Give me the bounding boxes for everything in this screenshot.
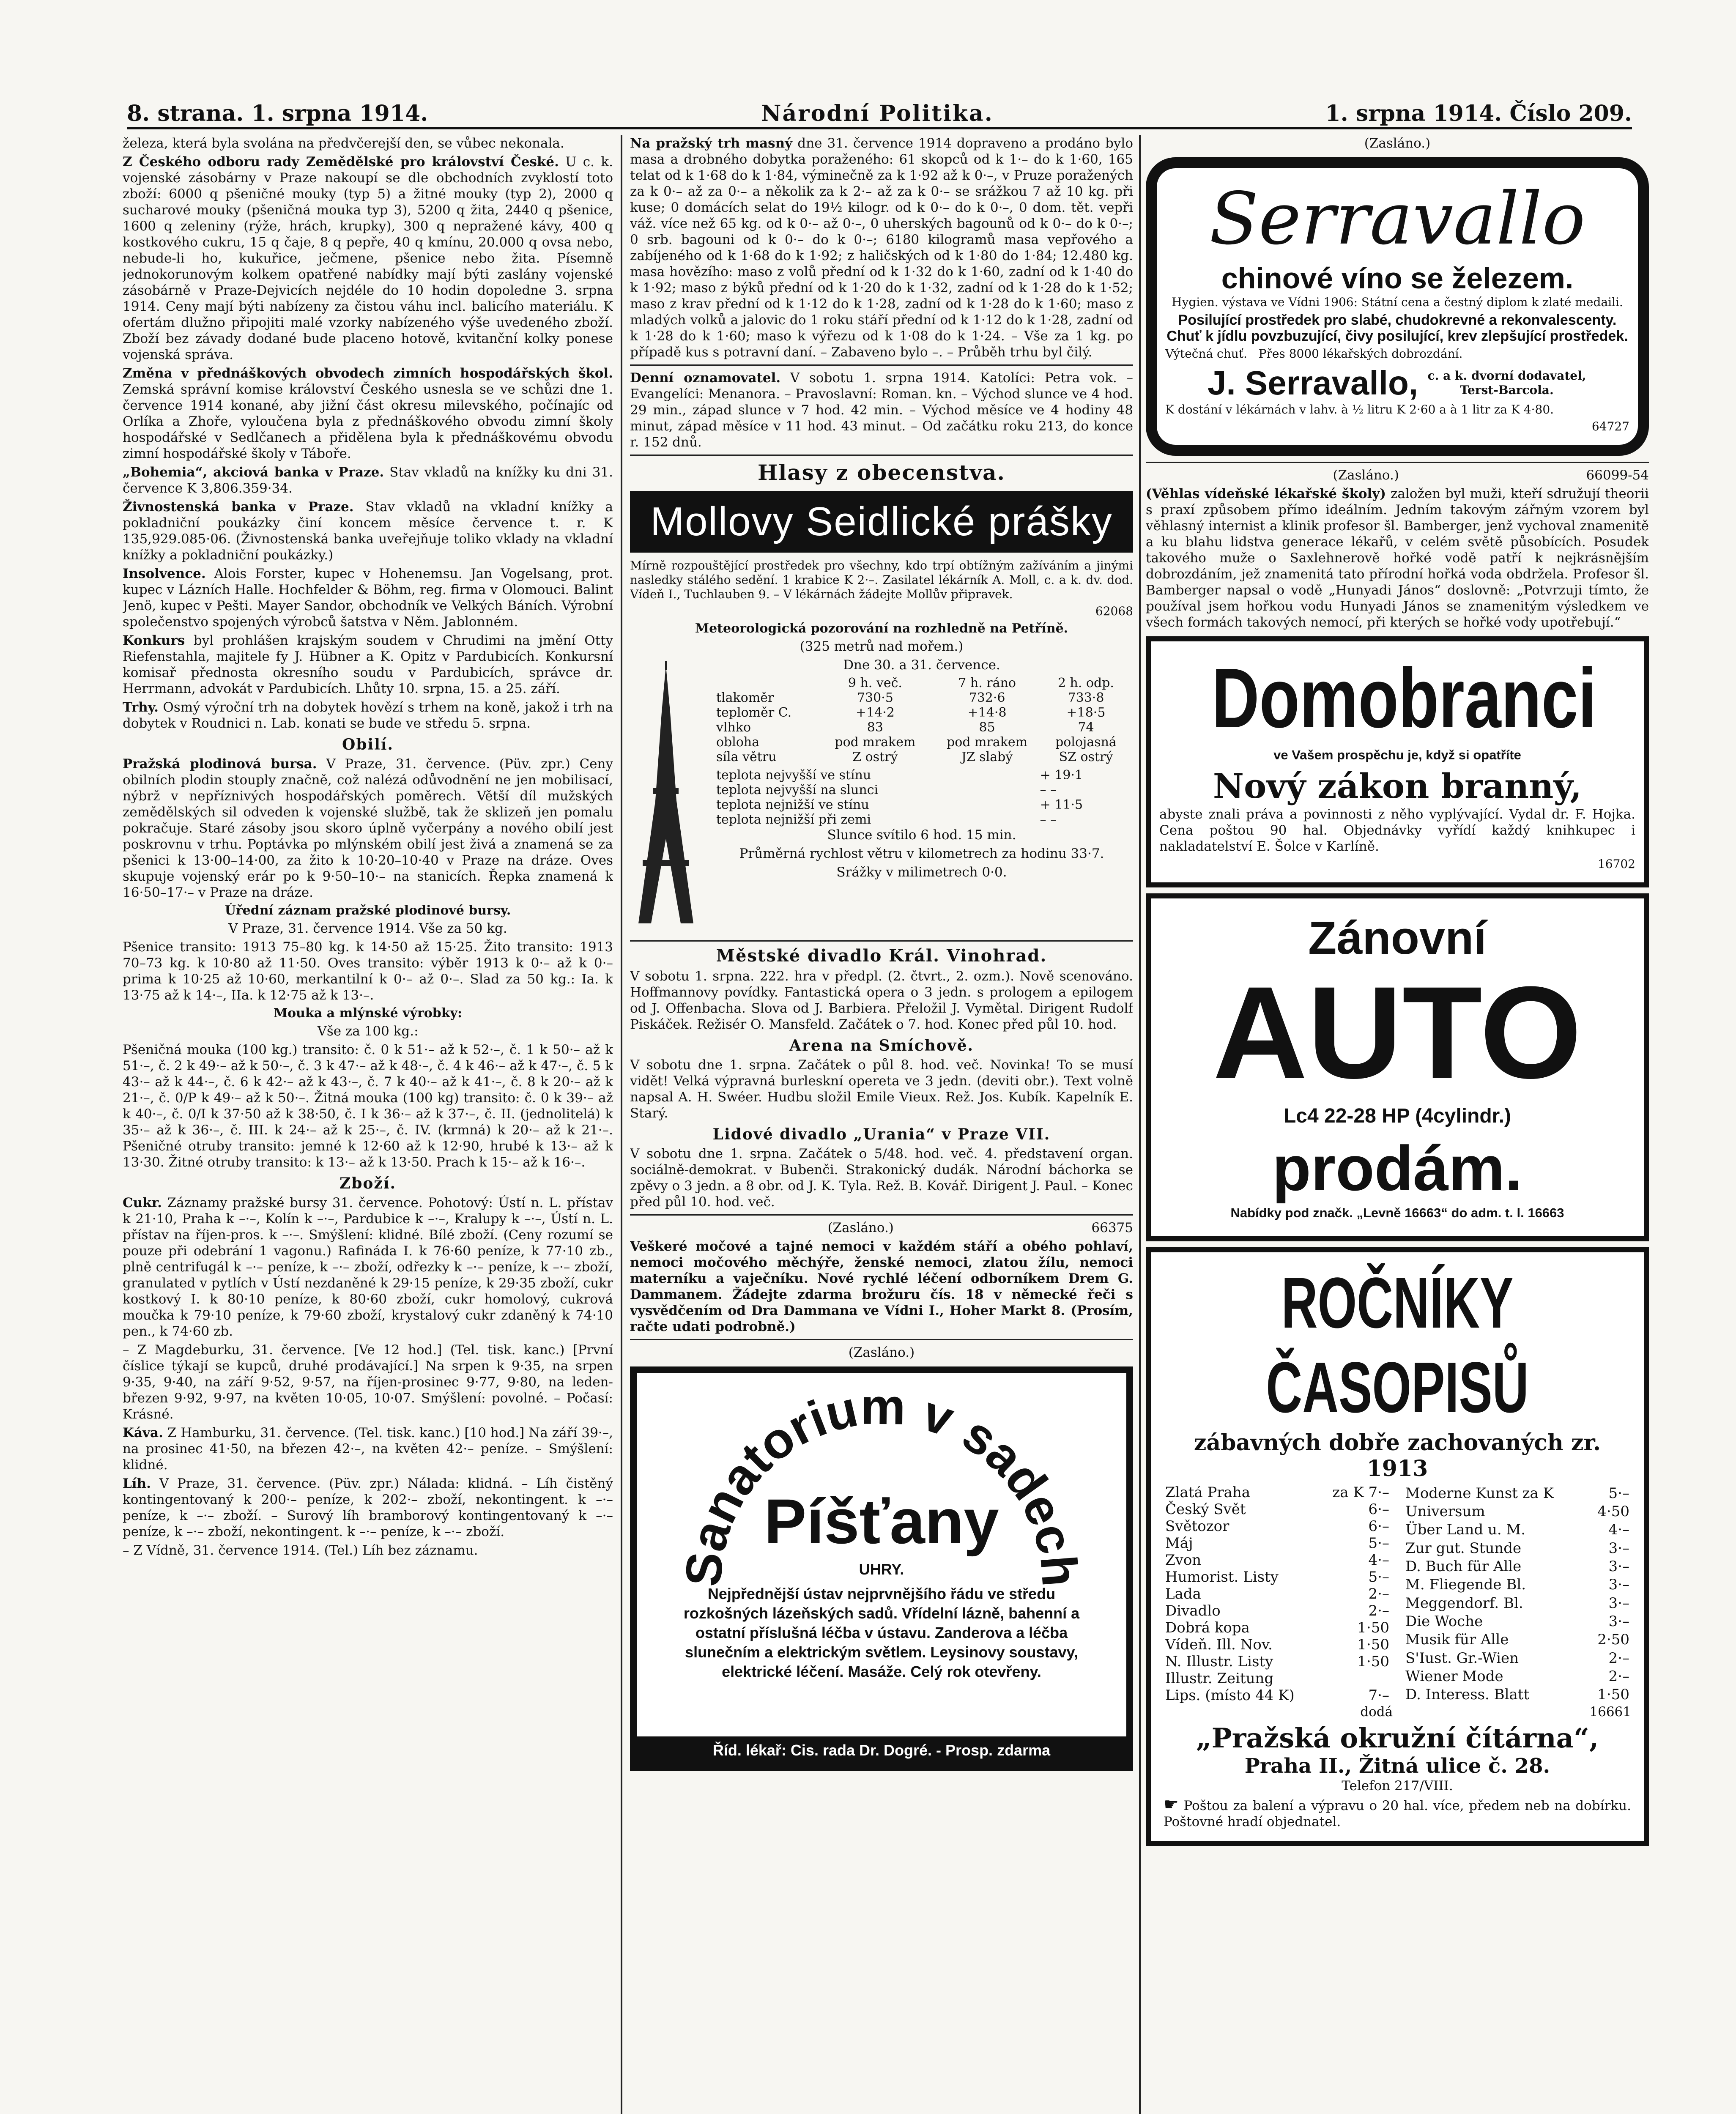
casopisy-postage-text: Poštou za balení a výpravu o 20 hal. více, předem neb na dobírku. Poštovné hradí objednatel. xyxy=(1164,1798,1631,1829)
domobranci-text: abyste znali práva a povinnosti z něho vyplývající. Vydal dr. F. Hojka. Cena poštou 90 hal. Objednávky vyřídí každý knihkupec i nakladatelství E. Šolce v Karlíně. xyxy=(1159,807,1635,854)
moll-ad-title: Mollovy Seidlické prášky xyxy=(650,499,1113,544)
meteo-value: SZ ostrý xyxy=(1059,750,1113,764)
item-price: 4·50 xyxy=(1597,1503,1629,1520)
meteo-row xyxy=(715,797,1129,812)
pointing-hand-icon: ☛ xyxy=(1164,1795,1179,1814)
article-text: V sobotu 1. srpna 1914. Katolíci: Petra vok. – Evangelíci: Menanora. – Pravoslavní: Roman. kn. – Východ slunce ve 4 hod. 29 min., západ slunce v 7 hod. 42 min. – Východ měsíce ve 4 hodiny 48 minut, západ měsíce v 11 hod. 43 minut. – Od začátku roku 213, do konce r. 152 dnů. xyxy=(630,370,1133,450)
article xyxy=(123,699,613,731)
casopisy-supplier-row xyxy=(1164,1704,1631,1720)
casopisy-subtitle: zábavných dobře zachovaných zr. 1913 xyxy=(1194,1430,1601,1481)
item-price xyxy=(1320,1670,1391,1687)
casopisy-list-left xyxy=(1164,1484,1391,1704)
item-name: N. Illustr. Listy xyxy=(1165,1653,1273,1670)
auto-sell: prodám. xyxy=(1272,1133,1522,1204)
meteo-col-header: 2 h. odp. xyxy=(1057,676,1114,690)
section-heading-hlasy: Hlasy z obecenstva. xyxy=(758,460,1005,485)
ad-number: 16661 xyxy=(1589,1704,1631,1720)
ad-number: 66099-54 xyxy=(1586,468,1649,483)
article xyxy=(123,154,613,363)
article-subheading: V Praze, 31. července 1914. Vše za 50 kg. xyxy=(228,921,507,936)
article-text: Stav vkladů na vkladní knížky a pokladniční poukázky činí koncem měsíce července t. r. K 135,929.085·06. (Živnostenská banka uveřejňuje toliko vklady na vkladní knížky a pokladniční poukázky.) xyxy=(123,499,613,563)
item-price: 3·– xyxy=(1608,1576,1629,1594)
item-price: 6·– xyxy=(1368,1518,1389,1535)
header-right: 1. srpna 1914. Číslo 209. xyxy=(1325,101,1632,126)
meteo-value: + 19·1 xyxy=(1040,768,1083,783)
theatre-heading: Arena na Smíchově. xyxy=(789,1037,974,1054)
meteo-value: 733·8 xyxy=(1068,690,1104,705)
serravallo-claim: Posilující prostředek pro slabé, chudokrevné a rekonvalescenty. Chuť k jídlu povzbuzující, čivy posilující, krev zlepšující prostředek. xyxy=(1166,312,1628,344)
column-divider xyxy=(621,135,622,2114)
item-price: 2·– xyxy=(1608,1649,1629,1667)
meteo-value: JZ slabý xyxy=(961,750,1013,764)
meteo-table-wrap xyxy=(715,657,1129,883)
serravallo-brand: Serravallo xyxy=(1209,177,1585,261)
serravallo-maker-info: c. a k. dvorní dodavatel, Terst-Barcola. xyxy=(1427,369,1586,397)
casopisy-title: ROČNÍKY ČASOPISŮ xyxy=(1266,1263,1529,1428)
article-heading: Mouka a mlýnské výrobky: xyxy=(273,1006,463,1021)
divider xyxy=(630,364,1133,366)
column-2 xyxy=(630,135,1133,2114)
article xyxy=(123,1425,613,1473)
article-text: Osmý výroční trh na dobytek hovězí s trhem na koně, jakož i trh na dobytek v Roudnici n. Lab. konati se bude ve středu 5. srpna. xyxy=(123,700,613,731)
item-price: 5·– xyxy=(1608,1484,1629,1502)
list-item xyxy=(1164,1636,1391,1653)
meteo-value: – – xyxy=(1040,783,1057,797)
article-text: Pšeničná mouka (100 kg.) transito: č. 0 k 51·– až k 52·–, č. 1 k 50·– až k 51·–, č. 2 k 49·– až k 50·–, č. 3 k 47·– až k 48·–, č. 4 k 46·– až k 47·–, č. 5 k 43·– až k 44·–, č. 6 k 42·– až k 43·–, č. 7 k 40·– až k 41·–, č. 8 k 20·– až k 21·–, č. 0/P k 49·– až k 50·–. Žitná mouka (100 kg) transito: č. 0 k 39·– až k 40·–, č. 0/I k 37·50 až k 38·50, č. I k 36·– až k 37·–, č. II. (jednolitelá) k 35·– až k 36·–, č. III. k 24·– až k 25·–, č. IV. (krmná) k 20·– až k 21·–. Pšeničné otruby transito: jemné k 12·60 až k 12·90, hrubé k 13·– až k 13·30. Žitné otruby transito: k 13·– až k 13·50. Prach k 15·– až k 16·–. xyxy=(123,1042,613,1170)
casopisy-address: Praha II., Žitná ulice č. 28. xyxy=(1244,1754,1550,1778)
list-item xyxy=(1404,1539,1631,1557)
item-price: 3·– xyxy=(1608,1613,1629,1630)
article-text: U c. k. vojenské zásobárny v Praze nakoupí se dle obchodních zvyklostí toto zboží: 6000 q pšeničné mouky (typ 5) a žitné mouky (typ 2), 2000 q sucharové mouky (pšeničná mouka typ 3), 5200 q žita, 2440 q pšenice, 1600 q zeleniny (rýže, hrách, krupky), 300 q nepražené kávy, 400 q kostkového cukru, 15 q čaje, 8 q pepře, 40 q kmínu, 20.000 q ovsa nebo, nebude-li ho, kukuřice, ječmene, pšenice nebo žita. Písemně jednokorunovým kolkem opatřené nabídky mají býti zaslány vojenské zásobárně v Praze-Dejvicích nejdéle do 10 hodin dopoledne 3. srpna 1914. Ceny mají býti nabízeny za čistou váhu incl. balicího materiálu. K ofertám dlužno připojiti malé vzorky nabízeného výše uvedeného zboží. Zboží bez závady dodané bude placeno hotově, kvitanční kolky ponese vojenská správa. xyxy=(123,154,613,362)
list-item xyxy=(1164,1653,1391,1670)
meteo-row xyxy=(715,720,1129,735)
meteo-value: pod mrakem xyxy=(835,735,916,750)
item-name: S'Iust. Gr.-Wien xyxy=(1405,1649,1519,1667)
meteo-value: 730·5 xyxy=(857,690,893,705)
theatre-heading: Lidové divadlo „Urania“ v Praze VII. xyxy=(712,1125,1051,1143)
article-heading: Úřední záznam pražské plodinové bursy. xyxy=(225,903,511,918)
item-price: 1·50 xyxy=(1357,1653,1389,1670)
article-text: V Praze, 31. července. (Püv. zpr.) Nálada: klidná. – Líh čistěný kontingentovaný k 200·– peníze, k 202·– zboží, nekontingent. k –·– peníze, k –·– zboží. – Surový líh bramborový kontingentovaný k –·– peníze, k –·– zboží, nekontingent. k –·– peníze, k –·– zboží. xyxy=(123,1476,613,1539)
ad-number: 62068 xyxy=(1095,604,1133,618)
list-item xyxy=(1404,1576,1631,1594)
meteo-value: +14·8 xyxy=(967,705,1007,720)
article-heading: (Věhlas vídeňské lékařské školy) xyxy=(1146,486,1386,501)
article-heading: Živnostenská banka v Praze. xyxy=(123,499,354,515)
auto-contact-text: Nabídky pod značk. „Levně 16663“ do adm. t. l. xyxy=(1230,1205,1524,1220)
article xyxy=(630,370,1133,450)
meteo-row xyxy=(715,705,1129,720)
article-heading: Denní oznamovatel. xyxy=(630,370,781,386)
divider xyxy=(630,1214,1133,1216)
article xyxy=(123,566,613,630)
article xyxy=(123,756,613,901)
divider xyxy=(630,455,1133,456)
list-item xyxy=(1164,1484,1391,1501)
theatre-heading: Městské divadlo Král. Vinohrad. xyxy=(716,946,1047,966)
meteo-value: 74 xyxy=(1078,720,1094,735)
casopisy-firm: „Pražská okružní čítárna“, xyxy=(1196,1722,1599,1754)
meteo-value: – – xyxy=(1040,812,1057,827)
list-item xyxy=(1404,1612,1631,1630)
damman-ad-text: Veškeré močové a tajné nemoci v každém stáří a obého pohlaví, nemoci močového měchýře, ženské nemoci, zlatou žílu, nemoci materníku a vaječníku. Nové rychlé léčení odborníkem Drem G. Dammanem. Žádejte zdarma brožuru čís. 18 v německé řeči s vysvědčením od Dra Dammana ve Vídni I., Hoher Markt 8. (Prosím, račte udati podrobně.) xyxy=(630,1239,1133,1334)
column-1 xyxy=(123,135,613,2114)
article xyxy=(123,499,613,563)
auto-model: Lc4 22-28 HP (4cylindr.) xyxy=(1283,1105,1511,1127)
meteo-rain: Srážky v milimetrech 0·0. xyxy=(836,865,1007,880)
zaslano-label xyxy=(630,1220,1133,1236)
article-text: Z Hamburku, 31. července. (Tel. tisk. kanc.) [10 hod.] Na září 39·–, na prosinec 41·50, na březen 42·–, na květen 42·– peníze. – Smýšlení: klidné. xyxy=(123,1425,613,1473)
meteo-date: Dne 30. a 31. července. xyxy=(843,657,1000,673)
list-item xyxy=(1404,1667,1631,1685)
serravallo-advertisement xyxy=(1146,157,1649,456)
zaslano-text: (Zasláno.) xyxy=(1333,468,1399,483)
meteo-label: síla větru xyxy=(716,750,777,764)
list-item xyxy=(1404,1686,1631,1704)
item-name: Universum xyxy=(1405,1503,1485,1520)
item-name: Musik für Alle xyxy=(1405,1631,1509,1648)
article-text: – Z Vídně, 31. července 1914. (Tel.) Líh bez záznamu. xyxy=(123,1543,478,1558)
theatre-text: V sobotu dne 1. srpna. Začátek o půl 8. hod. več. Novinka! To se musí vidět! Velká výpravná burleskní opereta ve 3 jedn. (deviti obr.). Text volně napsal A. H. Swéer. Hudbu složil Emile Vieux. Rež. Jos. Kubík. Kapelník E. Starý. xyxy=(630,1057,1133,1121)
divider xyxy=(630,940,1133,942)
article xyxy=(1146,486,1649,630)
item-name: Illustr. Zeitung xyxy=(1165,1670,1274,1687)
article-text: – Z Magdeburku, 31. července. [Ve 12 hod.] (Tel. tisk. kanc.) [První číslice týkají se kupců, druhé prodávající.] Na srpen k 9·35, na srpen 9·35, 9·40, na září 9·52, 9·57, na říjen-prosinec 9·77, 9·80, na leden-březen 9·92, 9·97, na květen 10·05, 10·07. Smýšlení: povolné. – Počasí: Krásné. xyxy=(123,1342,613,1422)
theatre-text: V sobotu 1. srpna. 222. hra v předpl. (2. čtvrt., 2. ozm.). Nově scenováno. Hoffmannovy povídky. Fantastická opera o 3 jedn. s prologem a epilogem od J. Offenbacha. Slova od J. Barbiera. Přeložil J. Vymětal. Dirigent Rudolf Piskáček. Režisér O. Mansfeld. Začátek o 7. hod. Konec před půl 10. hod. xyxy=(630,969,1133,1032)
casopisy-list-right xyxy=(1404,1484,1631,1704)
meteo-value: 85 xyxy=(979,720,995,735)
list-item xyxy=(1404,1649,1631,1667)
domobranci-advertisement xyxy=(1146,636,1649,887)
item-name: Über Land u. M. xyxy=(1405,1521,1526,1539)
article-heading: Líh. xyxy=(123,1476,151,1491)
item-name: D. Buch für Alle xyxy=(1405,1558,1522,1575)
meteo-sun: Slunce svítilo 6 hod. 15 min. xyxy=(827,827,1016,843)
item-price: 3·– xyxy=(1608,1539,1629,1557)
header-title: Národní Politika. xyxy=(761,101,994,126)
item-price: 2·– xyxy=(1368,1586,1389,1602)
meteo-label: teplota nejvyšší na slunci xyxy=(716,783,879,797)
serravallo-taste-text: Výtečná chuť. xyxy=(1165,347,1247,361)
auto-advertisement xyxy=(1146,893,1649,1241)
item-name: Dobrá kopa xyxy=(1165,1619,1250,1636)
meteo-table xyxy=(715,676,1129,764)
section-heading-obili: Obilí. xyxy=(342,736,394,753)
sanatorium-advertisement xyxy=(630,1366,1133,1771)
article-heading: Cukr. xyxy=(123,1195,162,1210)
theatre-text: V sobotu dne 1. srpna. Začátek o 5/48. hod. več. 4. představení organ. sociálně-demokrat. v Bubenči. Strakonický dudák. Národní báchorka se zpěvy o 3 jedn. a 8 obr. od J. K. Tyla. Rež. B. Kovář. Dirigent J. Paul. – Konec před půl 10. hod. več. xyxy=(630,1146,1133,1210)
section-heading-zbozi: Zboží. xyxy=(339,1175,397,1192)
sanatorium-arc-text: Sanatorium v sadech xyxy=(674,1382,1089,1589)
list-item xyxy=(1404,1631,1631,1649)
item-name: Zvon xyxy=(1165,1552,1202,1569)
serravallo-price: K dostání v lékárnách v lahv. à ½ litru K 2·60 a à 1 litr za K 4·80. xyxy=(1165,403,1554,416)
meteo-block xyxy=(630,657,1133,936)
list-item xyxy=(1404,1594,1631,1612)
meteo-value: 83 xyxy=(867,720,883,735)
list-item xyxy=(1164,1687,1391,1704)
serravallo-docs: Přes 8000 lékařských dobrozdání. xyxy=(1258,347,1463,361)
meteo-row xyxy=(715,690,1129,705)
list-item xyxy=(1164,1602,1391,1619)
article-subheading: Vše za 100 kg.: xyxy=(317,1024,419,1039)
item-name: Meggendorf. Bl. xyxy=(1405,1594,1523,1612)
auto-contact xyxy=(1159,1205,1635,1221)
meteo-value: polojasná xyxy=(1055,735,1117,750)
article-text: založen byl muži, kteří sdružují theorii s praxí způsobem přímo ideálním. Jedním takovým zářným vzorem byl věhlasný internist a klinik profesor šl. Bamberger, jenž vychoval znamenitě a ku blahu lidstva generace lékařů, v celém světě působících. Posudek takového muže o Saxlehnerově hořké vodě patří k nejkrásnějším dobrozdáním, jež znamenitá tato přírodní hořká voda obdržela. Profesor šl. Bamberger napsal o vodě „Hunyadi János“ doslovně: „Potvrzuji tímto, že používal jsem hořkou vodu Hunyadi János se znamenitým výsledkem ve všech formách takových nemocí, při kterých se hořké vody upotřebují.“ xyxy=(1146,486,1649,630)
meteo-value: +18·5 xyxy=(1066,705,1106,720)
ad-number: 16702 xyxy=(1597,857,1635,871)
casopisy-postage xyxy=(1164,1796,1631,1830)
item-price: 3·– xyxy=(1608,1558,1629,1575)
serravallo-award: Hygien. výstava ve Vídni 1906: Státní cena a čestný diplom k zlaté medaili. xyxy=(1172,295,1623,309)
page-header xyxy=(127,97,1632,129)
meteo-row xyxy=(715,750,1129,764)
article xyxy=(123,1476,613,1540)
list-item xyxy=(1164,1501,1391,1518)
item-price: 3·– xyxy=(1608,1594,1629,1612)
article-heading: Z Českého odboru rady Zemědělské pro království České. xyxy=(123,154,559,170)
item-name: Lips. (místo 44 K) xyxy=(1165,1687,1295,1704)
item-name: M. Fliegende Bl. xyxy=(1405,1576,1526,1594)
meteo-row xyxy=(715,812,1129,827)
casopisy-phone: Telefon 217/VIII. xyxy=(1342,1778,1453,1794)
meteo-value: 732·6 xyxy=(969,690,1005,705)
article xyxy=(123,365,613,462)
meteo-label: teplota nejnižší ve stínu xyxy=(716,797,869,812)
header-left: 8. strana. 1. srpna 1914. xyxy=(127,101,428,126)
auto-title: AUTO xyxy=(1213,959,1582,1106)
domobranci-title: Domobranci xyxy=(1211,651,1596,745)
article-heading: Pražská plodinová bursa. xyxy=(123,756,317,772)
item-price: 1·50 xyxy=(1357,1636,1389,1653)
meteo-value: +14·2 xyxy=(855,705,895,720)
list-item xyxy=(1164,1619,1391,1636)
article-heading: Káva. xyxy=(123,1425,163,1440)
column-divider xyxy=(1139,135,1141,2114)
item-price: 4·– xyxy=(1368,1552,1389,1569)
zaslano-label: (Zasláno.) xyxy=(1364,136,1431,151)
list-item xyxy=(1164,1552,1391,1569)
article-heading: Konkurs xyxy=(123,633,185,648)
divider xyxy=(630,1339,1133,1340)
ad-number: 66375 xyxy=(1091,1220,1133,1235)
article-text: Pšenice transito: 1913 75–80 kg. k 14·50 až 15·25. Žito transito: 1913 70–73 kg. k 10·80 až 11·50. Oves transito: výběr 1913 k 0·– až k 0·– prima k 10·25 až 10·60, merkantilní k 0·– až 0·–. Slad za 50 kg.: Ia. k 13·75 až k 14·–, IIa. k 12·75 až k 13·–. xyxy=(123,939,613,1003)
item-name: Zlatá Praha xyxy=(1165,1484,1251,1501)
meteo-label: obloha xyxy=(716,735,760,750)
serravallo-taste xyxy=(1165,347,1629,361)
article xyxy=(630,135,1133,360)
meteo-value: + 11·5 xyxy=(1040,797,1083,812)
list-item xyxy=(1164,1670,1391,1687)
divider xyxy=(1146,462,1649,463)
meteo-col-header: 9 h. več. xyxy=(848,676,902,690)
item-name: Moderne Kunst za K xyxy=(1405,1484,1554,1502)
item-name: Wiener Mode xyxy=(1405,1668,1503,1685)
list-item xyxy=(1164,1586,1391,1602)
meteo-heading: Meteorologická pozorování na rozhledně na Petříně. xyxy=(695,621,1068,636)
zaslano-text: (Zasláno.) xyxy=(827,1220,894,1235)
article-text: byl prohlášen krajským soudem v Chrudimi na jmění Otty Riefenstahla, majitele fy J. Hübner a K. Opitz v Pardubicích. Konkursní komisař přednosta okresního soudu v Pardubicích, správce dr. Herrmann, advokát v Pardubicích. Lhůty 10. srpna, 15. a 25. září. xyxy=(123,633,613,696)
item-price: 2·– xyxy=(1368,1602,1389,1619)
serravallo-maker-row xyxy=(1165,364,1629,403)
petrin-tower-illustration xyxy=(630,661,702,932)
article-text: Alois Forster, kupec v Hohenemsu. Jan Vogelsang, prot. kupec v Lázních Halle. Hochfelder & Böhm, reg. firma v Olomouci. Balint Jenö, kupec v Pešti. Mayer Sandor, obchodník ve Velkých Báních. Výrobní společenstvo spojených výrobců šatstva v Něm. Jablonném. xyxy=(123,566,613,630)
item-name: Zur gut. Stunde xyxy=(1405,1539,1522,1557)
zaslano-label xyxy=(1146,467,1649,483)
auto-line: Zánovní xyxy=(1308,912,1487,964)
moll-ad-text: Mírně rozpouštějící prostředek pro všechny, kdo trpí obtížným zažíváním a jinými nasledky stálého sedění. 1 krabice K 2·–. Zasilatel lékárník A. Moll, c. a k. dv. dod. Vídeň I., Tuchlauben 9. – V lékárnách žádejte Mollův připravek. xyxy=(630,559,1133,601)
meteo-label: vlhko xyxy=(716,720,751,735)
article-text: Stav vkladů na knížky ku dni 31. července K 3,806.359·34. xyxy=(123,465,613,496)
article-heading: Na pražský trh masný xyxy=(630,136,793,151)
item-price: 1·50 xyxy=(1357,1619,1389,1636)
list-item xyxy=(1404,1502,1631,1520)
meteo-value: Z ostrý xyxy=(852,750,898,764)
meteo-header-row xyxy=(715,676,1129,690)
list-item xyxy=(1404,1484,1631,1502)
ad-number: 64727 xyxy=(1591,419,1629,433)
item-name: D. Interess. Blatt xyxy=(1405,1686,1530,1703)
article xyxy=(123,633,613,697)
serravallo-maker: J. Serravallo, xyxy=(1207,364,1418,402)
article-heading: Změna v přednáškových obvodech zimních hospodářských škol. xyxy=(123,366,613,381)
list-item xyxy=(1404,1557,1631,1575)
casopisy-lists xyxy=(1164,1484,1631,1704)
meteo-label: teplota nejvyšší ve stínu xyxy=(716,768,871,783)
item-price: 4·– xyxy=(1608,1521,1629,1539)
list-item xyxy=(1164,1535,1391,1552)
article-text: Zemská správní komise království Českého usnesla se ve schůzi dne 1. července 1914 konané, aby jižní část okresu milevského, počínajíc od Orlíka a Zhoře, vyloučena byla z přednáškového obvodu zimní školy hospodářské v Sedlčanech a přidělena byla k přednáškovému obvodu zimní hospodářské školy v Táboře. xyxy=(123,382,613,461)
item-price: 1·50 xyxy=(1597,1686,1629,1703)
list-item xyxy=(1404,1521,1631,1539)
column-3 xyxy=(1146,135,1649,2114)
casopisy-advertisement xyxy=(1146,1247,1649,1846)
list-item xyxy=(1164,1518,1391,1535)
meteo-value: pod mrakem xyxy=(947,735,1028,750)
item-price: za K 7·– xyxy=(1332,1484,1389,1501)
article-text: Záznamy pražské bursy 31. července. Pohotový: Ústí n. L. přístav k 21·10, Praha k –·–, Kolín k –·–, Pardubice k –·–, Kralupy k –·–, Ústí n. L. přístav na říjen-pros. k –·–. Smýšlení: klidné. Bílé zboží. (Ceny rozumí se pouze při odebrání 1 vagonu.) Rafináda I. k 76·60 peníze, k 77·10 zb., plně centrifugál k –·– peníze, k –·– zboží, odřezky k –·– peníze, k –·– zboží, granulated v pytlích v Ústí nezdaněné k 29·15 peníze, k 29·35 zboží, cukr kostkový I. k 80·10 peníze, k 80·60 zboží, cukr homolový, cukrová moučka k 79·10 peníze, k 79·60 zboží, krystalový cukr zdaněný k 74·10 pen., k 74·60 zb. xyxy=(123,1195,613,1339)
domobranci-law: Nový zákon branný, xyxy=(1213,766,1582,806)
item-price: 2·50 xyxy=(1597,1631,1629,1648)
item-name: Český Svět xyxy=(1165,1501,1246,1518)
article-text: V Praze, 31. července. (Püv. zpr.) Ceny obilních plodin stouply značně, což nalézá odůvodnění ne jen mobilisací, nýbrž v nepříznivých hospodářských poměrech. Větší díl mužských zemědělských sil odveden k vojenské službě, tak že sklizeň jen pomalu pokračuje. Staré zásoby jsou skoro úplně vyčerpány a nového obilí jest poskrovnu v trhu. Poptávka po mlýnském obilí jest živá a znamená se za pšenici k 13·00–14·00, za žito k 10·20–10·40 v Praze na dráze. Oves skupuje vojenský erár po k 9·50–10·– na stanicích. Řepka znamená k 16·50–17·– v Praze na dráze. xyxy=(123,756,613,900)
moll-advertisement xyxy=(630,491,1133,553)
sanatorium-text: Nejpřednější ústav nejprvnějšího řádu ve středu rozkošných lázeňských sadů. Vřídelní lázně, bahenní a ostatní příslušná léčba v ústavu. Zanderova a léčba slunečním a elektrickým světlem. Leysinovy soustavy, elektrické léčení. Masáže. Celý rok otevřeny. xyxy=(683,1585,1080,1680)
sanatorium-name: Píšťany xyxy=(764,1486,999,1557)
item-name: Vídeň. Ill. Nov. xyxy=(1165,1636,1273,1653)
zaslano-label: (Zasláno.) xyxy=(848,1345,915,1360)
item-name: Die Woche xyxy=(1405,1613,1483,1630)
item-name: Lada xyxy=(1165,1586,1201,1602)
meteo-col-header: 7 h. ráno xyxy=(958,676,1016,690)
meteo-row xyxy=(715,735,1129,750)
sanatorium-country: UHRY. xyxy=(859,1561,904,1578)
sanatorium-footer: Říd. lékař: Cis. rada Dr. Dogré. - Prosp. zdarma xyxy=(637,1736,1126,1764)
meteo-subheading: (325 metrů nad mořem.) xyxy=(800,639,964,654)
ad-number: 16663 xyxy=(1528,1205,1564,1220)
item-price: 5·– xyxy=(1368,1569,1389,1586)
article-heading: „Bohemia“, akciová banka v Praze. xyxy=(123,465,384,480)
meteo-wind: Průměrná rychlost větru v kilometrech za hodinu 33·7. xyxy=(739,846,1104,861)
item-price: 6·– xyxy=(1368,1501,1389,1518)
meteo-row xyxy=(715,783,1129,797)
article xyxy=(123,464,613,496)
item-price: 7·– xyxy=(1368,1687,1389,1704)
article-text: dne 31. července 1914 dopraveno a prodáno bylo masa a drobného dobytka poraženého: 61 skopců od k 1·– do k 1·60, 165 telat od k 1·68 do k 1·84, výminečně za k 1·92 až k 0·–, v Pruze poražených za k 0·– až za 0·– a několik za k 2·– až za k 0·– se srážkou 7 až 10 kg. při kuse; 0 domácích selat do 19½ kilogr. od k 0·– do k 0·–, 0 dom. tět. vepři váž. více než 65 kg. od k 0·– až 0·–, 0 uherských bagounů od k 0·– do k 0·–; 0 srb. bagouni od k 0·– do k 0·–; 6180 kilogramů masa vepřového a zabíjeného od k 1·68 do k 1·92; z haličských od k 1·80 do 1·84; 12.480 kg. masa hovězího: maso z volů přední od k 1·32 do k 1·60, zadní od k 1·40 do k 1·92; maso z býků přední od k 1·20 do k 1·32, zadní od k 1·28 do k 1·52; maso z krav přední od k 1·12 do k 1·28, zadní od k 1·28 do k 1·60; maso z mladých volků a jalovic do 1 roku stáří přední od k 1·12 do k 1·28, zadní od k 1·28 do k 1·60; maso k výřezu od k 1·08 do k 1·24. – Vše za 1 kg. po případě kus s potravní daní. – Zabaveno bylo –. – Průběh trhu byl čilý. xyxy=(630,136,1133,360)
item-price: 5·– xyxy=(1368,1535,1389,1552)
meteo-extra-table xyxy=(715,768,1129,827)
meteo-label: teploměr C. xyxy=(716,705,792,720)
list-item xyxy=(1164,1569,1391,1586)
meteo-label: teplota nejnižší při zemi xyxy=(716,812,871,827)
item-name: Máj xyxy=(1165,1535,1193,1552)
article-text: železa, která byla svolána na předvčerejší den, se vůbec nekonala. xyxy=(123,136,564,151)
item-name: Světozor xyxy=(1165,1518,1229,1535)
meteo-row xyxy=(715,768,1129,783)
item-name: Divadlo xyxy=(1165,1602,1221,1619)
item-price: 2·– xyxy=(1608,1668,1629,1685)
meteo-label: tlakoměr xyxy=(716,690,774,705)
serravallo-product: chinové víno se železem. xyxy=(1221,262,1574,295)
item-name: Humorist. Listy xyxy=(1165,1569,1279,1586)
casopisy-doda: dodá xyxy=(1360,1704,1393,1720)
article-heading: Trhy. xyxy=(123,700,159,715)
article-heading: Insolvence. xyxy=(123,566,206,581)
article xyxy=(123,1195,613,1339)
domobranci-line: ve Vašem prospěchu je, když si opatříte xyxy=(1273,748,1521,762)
